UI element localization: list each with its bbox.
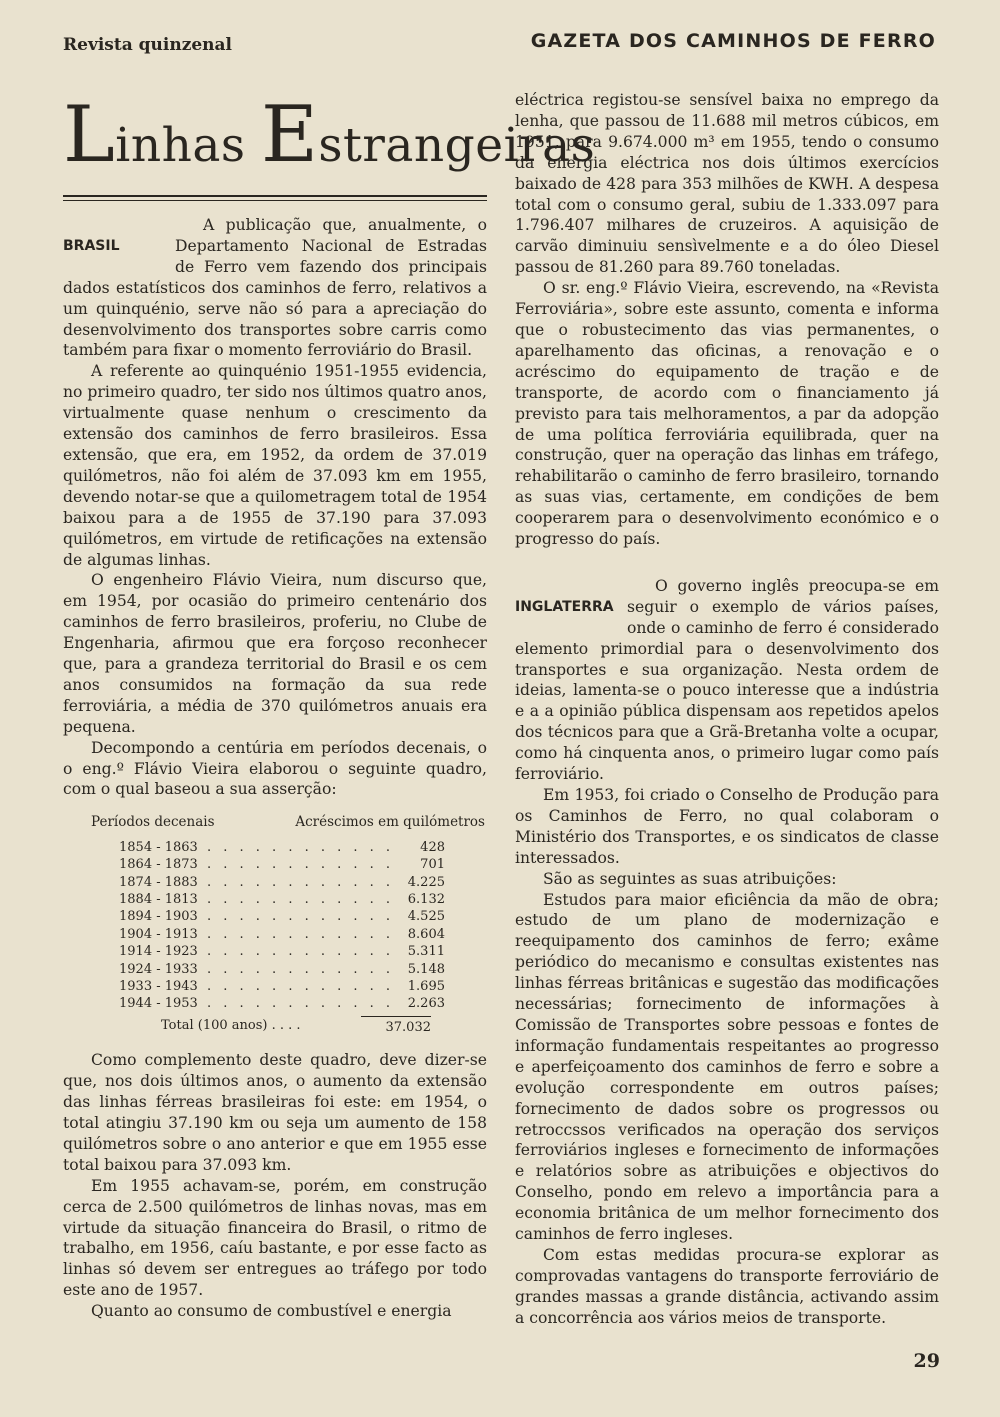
table-cell-period: 1924 - 1933 [119,961,198,977]
table-header [63,814,487,831]
table-cell-period: 1894 - 1903 [119,909,198,925]
table-cell-period: 1864 - 1873 [119,857,198,873]
left-column [63,215,487,1322]
table-cell-value: 1.695 [407,979,445,995]
table-cell-period: 1884 - 1813 [119,892,198,907]
table-leader-dots: . . . . . . . . . . . . [207,909,395,925]
paragraph: Com estas medidas procura-se explorar as comprovadas vantagens do transporte ferroviário de grandes massas a grande distância, activando assim a concorrência aos vários meios de transporte. [515,1245,939,1327]
table-leader-dots: . . . . . . . . . . . . [207,839,395,855]
table-total-row [63,1017,487,1036]
table-body [63,839,487,1013]
table-cell-value: 5.311 [407,944,445,960]
table-cell-value: 5.148 [407,961,445,977]
table-cell-period: 1874 - 1883 [119,874,198,890]
table-cell-period: 1944 - 1953 [119,996,198,1012]
paragraph: BRASIL A publicação que, anualmente, o Departamento Nacional de Estradas de Ferro vem fazendo dos principais dados estatísticos dos caminhos de ferro, relativos a um quinquénio, serve não só para a apreciação do desenvolvimento dos transportes sobre carris como também para fixar o momento ferroviário do Brasil. [63,216,487,360]
table-leader-dots: . . . . . . . . . . . . [207,926,395,942]
decennial-table [63,814,487,1036]
table-leader-dots: . . . . . . . . . . . . [207,996,395,1012]
table-row [63,978,487,995]
paragraph: São as seguintes as suas atribuições: [543,869,837,888]
table-leader-dots: . . . . . . . . . . . . [207,979,395,995]
table-cell-period: 1854 - 1863 [119,839,198,855]
table-cell-value: 428 [420,839,445,855]
table-row [63,943,487,960]
paragraph: O sr. eng.º Flávio Vieira, escrevendo, na «Revista Ferroviária», sobre este assunto, comenta e informa que o robustecimento das vias permanentes, o aparelhamento das oficinas, a renovação e o acréscimo do equipamento de tração e de transporte, de acordo com o financiamento já previsto para tais melhoramentos, a par da adopção de uma política ferroviária equilibrada, quer na construção, quer na operação das linhas em tráfego, rehabilitarão o caminho de ferro brasileiro, tornando as suas vias, certamente, em condições de bem cooperarem para o desenvolvimento económico e o progresso do país. [515,279,939,549]
right-column [515,90,939,1329]
article-title-block [63,90,596,201]
table-leader-dots: . . . . . . . . . . . . [207,892,395,907]
paragraph: Em 1953, foi criado o Conselho de Produção para os Caminhos de Ferro, no qual colaboram o Ministério dos Transportes, e os sindicatos de classe interessados. [515,786,939,867]
table-cell-value: 4.525 [407,909,445,925]
table-cell-value: 701 [420,857,445,873]
title-initial-1: L [63,90,116,180]
table-leader-dots: . . . . . . . . . . . . [207,961,395,977]
table-row [63,995,487,1012]
table-cell-period: 1904 - 1913 [119,926,198,942]
table-row [63,926,487,943]
section-label-inglaterra: INGLATERRA [515,598,614,615]
title-word-2: strangeiras [318,118,596,173]
table-leader-dots: . . . . . . . . . . . . [207,857,395,873]
magazine-subtitle: Revista quinzenal [63,35,233,55]
magazine-title: GAZETA DOS CAMINHOS DE FERRO [530,30,936,52]
paragraph: Em 1955 achavam-se, porém, em construção cerca de 2.500 quilómetros de linhas novas, mas em virtude da situação financeira do Brasil, o ritmo de trabalho, em 1956, caíu bastante, e por esse facto as linhas só devem ser entregues ao tráfego por todo este ano de 1957. [63,1176,487,1300]
title-rule [63,195,487,197]
paragraph: INGLATERRA O governo inglês preocupa-se em seguir o exemplo de vários países, onde o caminho de ferro é considerado elemento primordial para o desenvolvimento dos transportes e sua organização. Nesta ordem de ideias, lamenta-se o pouco interesse que a indústria e a a opinião pública dispensam aos repetidos apelos dos técnicos para que a Grã-Bretanha volte a ocupar, como há cinquenta anos, o primeiro lugar como país ferroviário. [515,576,939,784]
paragraph: A referente ao quinquénio 1951-1955 evidencia, no primeiro quadro, ter sido nos últimos quatro anos, virtualmente quase nenhum o crescimento da extensão dos caminhos de ferro brasileiros. Essa extensão, que era, em 1952, da ordem de 37.019 quilómetros, não foi além de 37.093 km em 1955, devendo notar-se que a quilometragem total de 1954 baixou para a de 1955 de 37.190 para 37.093 quilómetros, em virtude de retificações na extensão de algumas linhas. [63,362,487,569]
title-rule-thin [63,200,487,201]
table-cell-value: 8.604 [407,926,445,942]
table-row [63,874,487,891]
table-total-value: 37.032 [361,1016,431,1036]
page-number: 29 [913,1350,940,1372]
table-header-increments: Acréscimos em quilómetros [295,814,485,831]
table-cell-period: 1933 - 1943 [119,979,198,995]
section-label-brasil: BRASIL [63,237,120,254]
table-cell-value: 4.225 [407,874,445,890]
table-leader-dots: . . . . . . . . . . . . [207,944,395,960]
paragraph: Estudos para maior eficiência da mão de obra; estudo de um plano de modernização e reequipamento dos caminhos de ferro; exâme periódico do mecanismo e consultas existentes nas linhas férreas britânicas e sugestão das modificações necessárias; fornecimento de informações à Comissão de Transportes sobre pessoas e fontes de informação fundamentais respeitantes ao progresso e aperfeiçoamento dos caminhos de ferro e sobre a evolução correspondente em outros países; fornecimento de dados sobre os progressos ou retroccssos verificados na operação dos serviços ferroviários ingleses e fornecimento de informações e relatórios sobre as atribuições e objectivos do Conselho, pondo em relevo a importância para a economia britânica de um melhor fornecimento dos caminhos de ferro ingleses. [515,890,939,1244]
section-gap [515,550,939,576]
paragraph: Quanto ao consumo de combustível e energia [91,1302,452,1321]
paragraph: O engenheiro Flávio Vieira, num discurso que, em 1954, por ocasião do primeiro centenário dos caminhos de ferro brasileiros, proferiu, no Clube de Engenharia, afirmou que era forçoso reconhecer que, para a grandeza territorial do Brasil e os cem anos consumidos na formação da sua rede ferroviária, a média de 370 quilómetros anuais era pequena. [63,571,487,736]
table-row [63,961,487,978]
table-row [63,891,487,908]
table-row [63,839,487,856]
title-word-1: inhas [115,118,246,173]
table-cell-value: 6.132 [407,892,445,907]
title-initial-2: E [260,90,319,180]
table-header-periods: Períodos decenais [91,814,215,831]
table-cell-period: 1914 - 1923 [119,944,198,960]
paragraph: Decompondo a centúria em períodos decenais, o o eng.º Flávio Vieira elaborou o seguinte quadro, com o qual baseou a sua asserção: [63,738,487,799]
article-title [63,90,596,189]
table-cell-value: 2.263 [407,996,445,1012]
paragraph: eléctrica registou-se sensível baixa no emprego da lenha, que passou de 11.688 mil metros cúbicos, em 1951, para 9.674.000 m³ em 1955, tendo o consumo da energia eléctrica nos dois últimos exercícios baixado de 428 para 353 milhões de KWH. A despesa total com o consumo geral, subiu de 1.333.097 para 1.796.407 milhares de cruzeiros. A aquisição de carvão diminuiu sensìvelmente e a do óleo Diesel passou de 81.260 para 89.760 toneladas. [515,91,939,277]
table-total-label: Total (100 anos) . . . . [161,1017,301,1033]
table-row [63,908,487,925]
table-leader-dots: . . . . . . . . . . . . [207,874,395,890]
paragraph: Como complemento deste quadro, deve dizer-se que, nos dois últimos anos, o aumento da extensão das linhas férreas brasileiras foi este: em 1954, o total atingiu 37.190 km ou seja um aumento de 158 quilómetros sobre o ano anterior e que em 1955 esse total baixou para 37.093 km. [63,1051,487,1174]
table-row [63,856,487,873]
